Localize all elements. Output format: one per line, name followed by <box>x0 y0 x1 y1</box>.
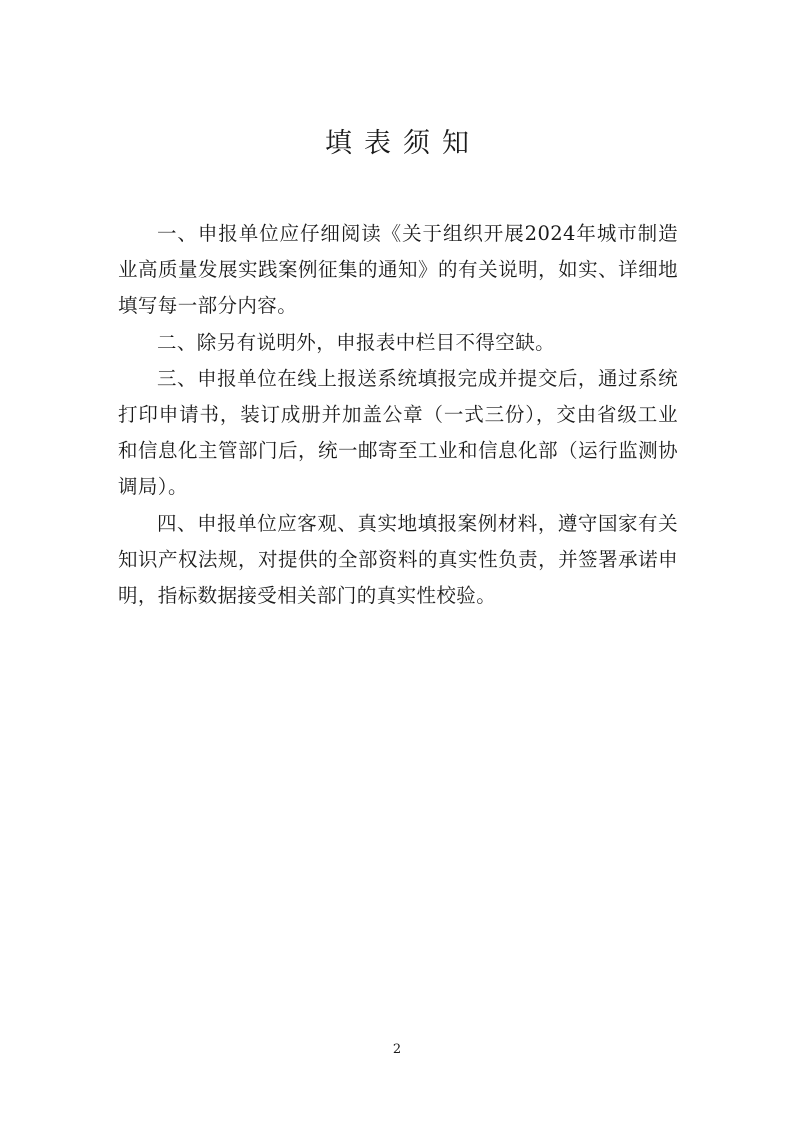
page-number: 2 <box>392 1042 402 1057</box>
instruction-paragraph-4: 四、申报单位应客观、真实地填报案例材料，遵守国家有关知识产权法规，对提供的全部资料的真实性负责，并签署承诺申明，指标数据接受相关部门的真实性校验。 <box>118 511 678 608</box>
instruction-paragraph-1: 一、申报单位应仔细阅读《关于组织开展2024年城市制造业高质量发展实践案例征集的通知》的有关说明，如实、详细地填写每一部分内容。 <box>118 222 678 318</box>
instructions-body <box>118 216 678 614</box>
page-title: 填表须知 <box>325 128 481 159</box>
instruction-paragraph-2: 二、除另有说明外，申报表中栏目不得空缺。 <box>157 330 556 354</box>
instruction-paragraph-3: 三、申报单位在线上报送系统填报完成并提交后，通过系统打印申请书，装订成册并加盖公章（一式三份），交由省级工业和信息化主管部门后，统一邮寄至工业和信息化部（运行监测协调局）。 <box>118 366 678 499</box>
